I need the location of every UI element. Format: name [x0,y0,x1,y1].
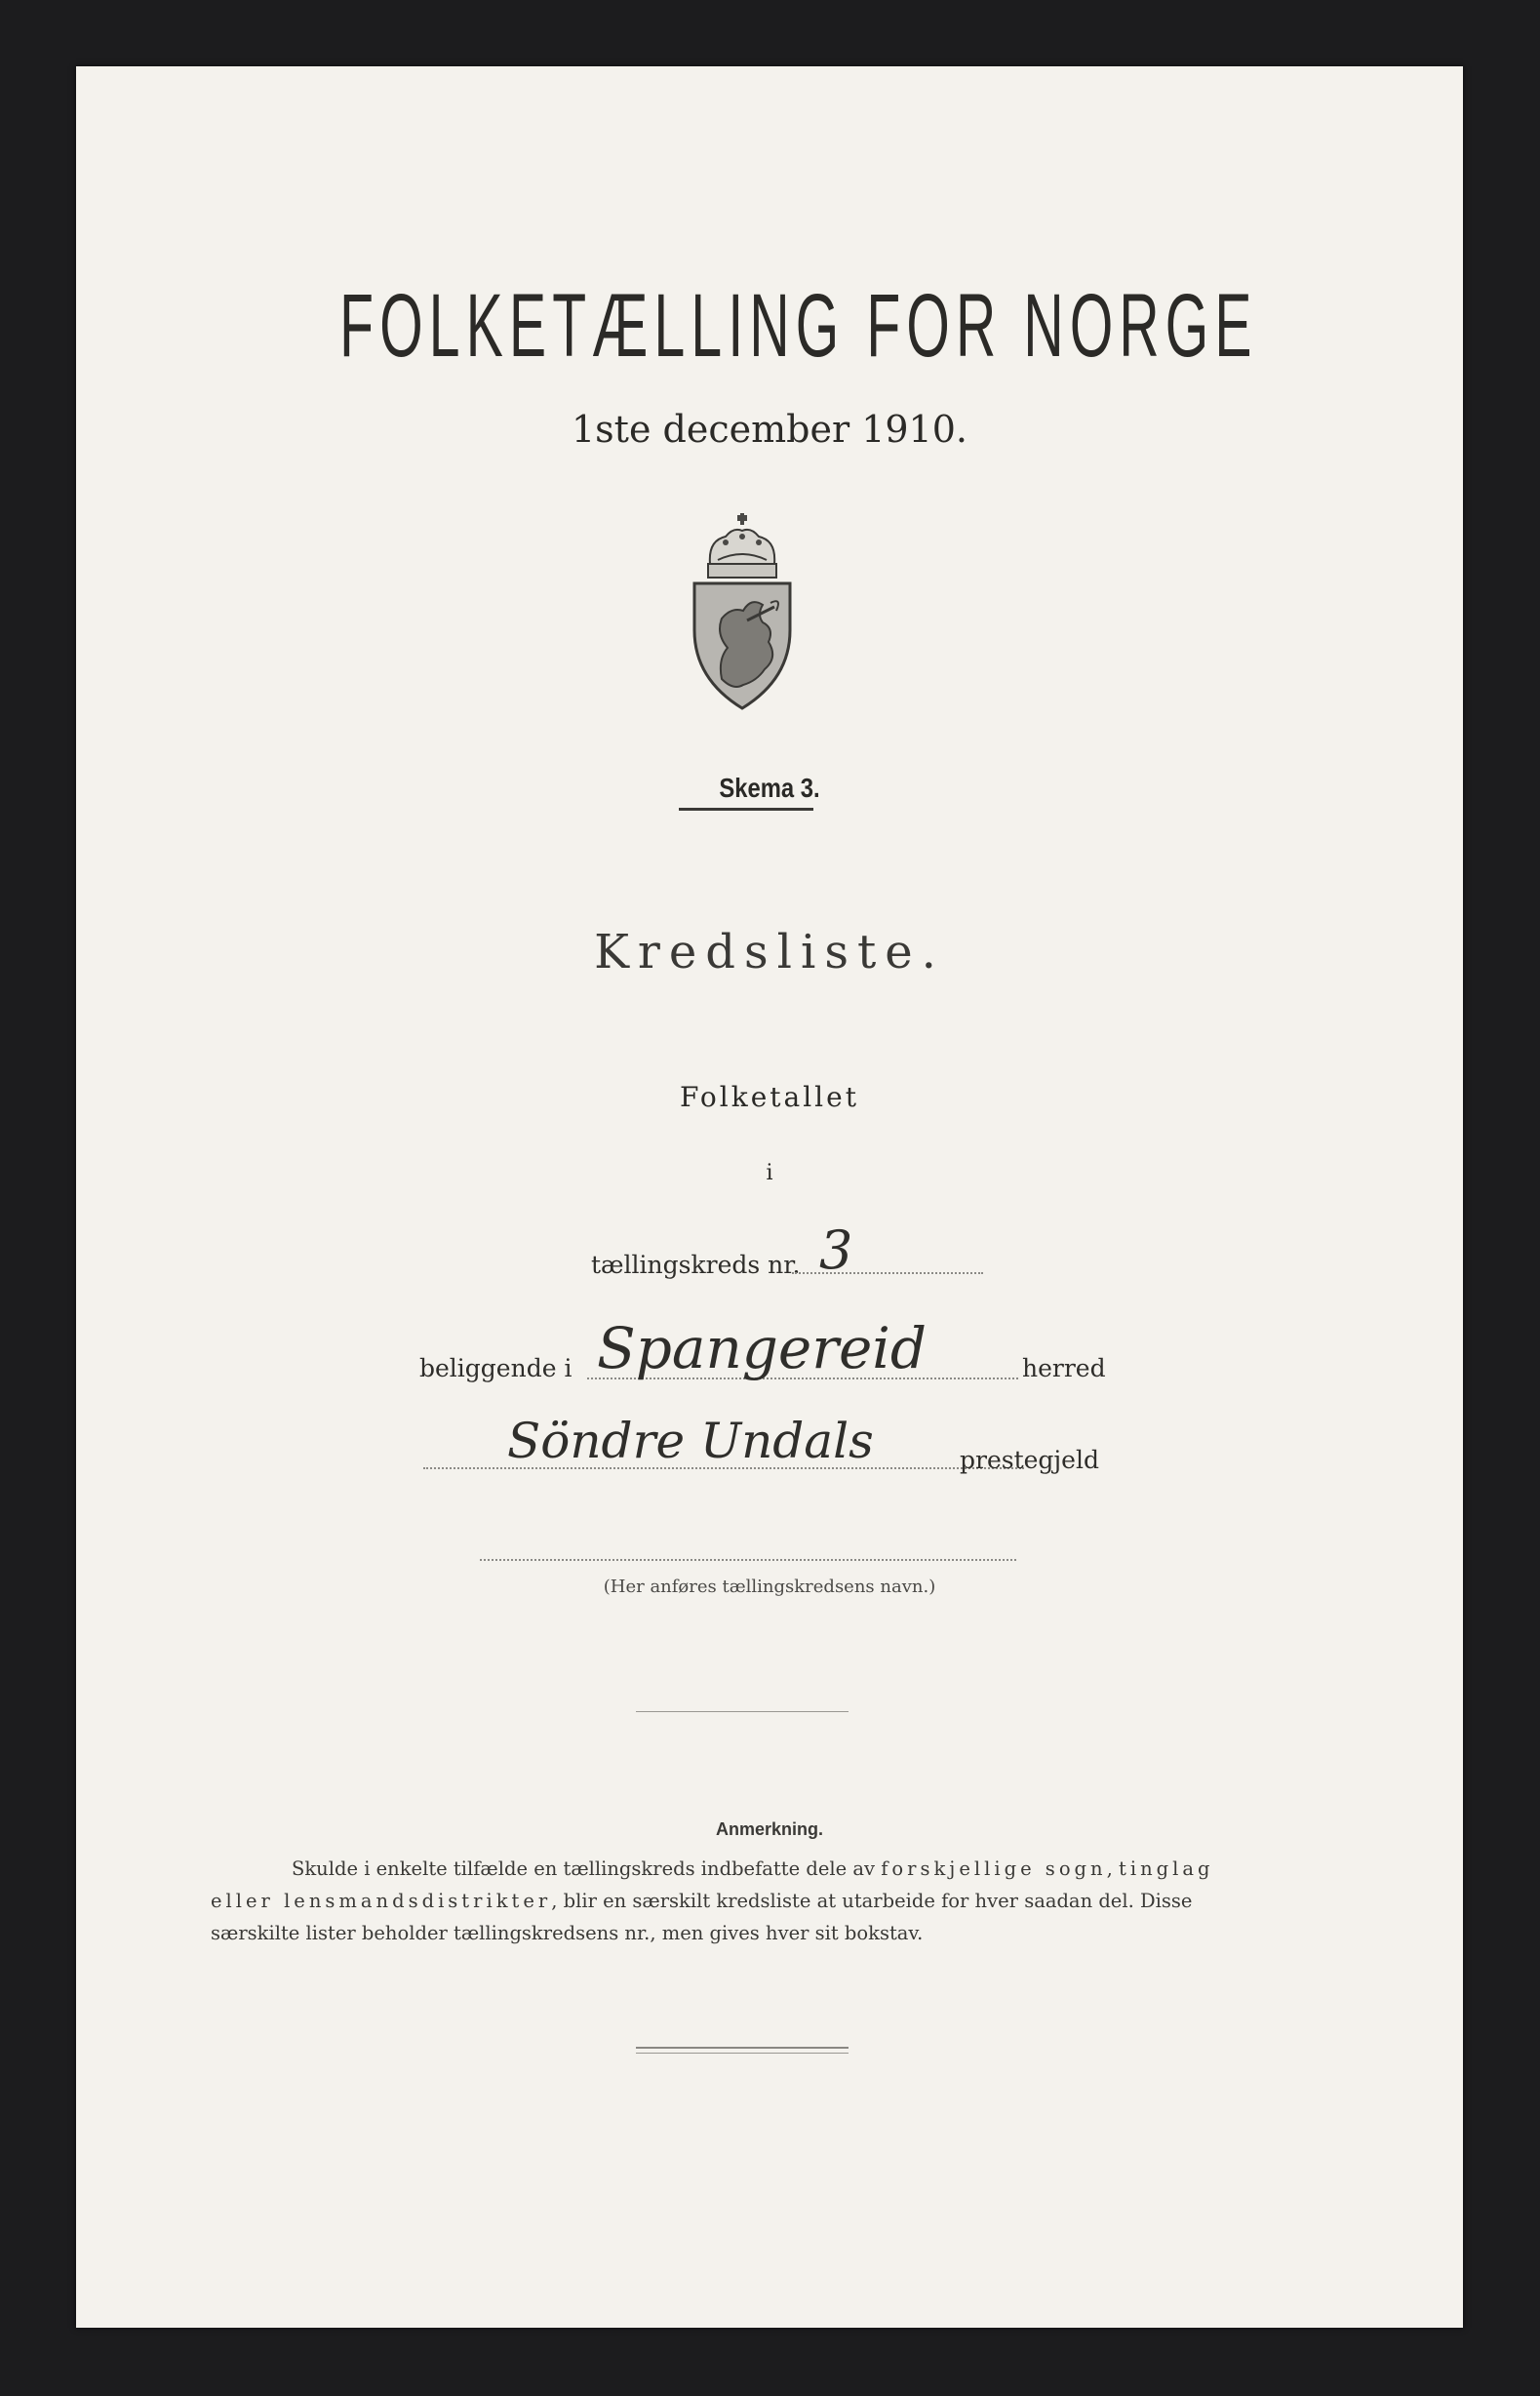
end-rule-top [636,2047,849,2049]
kreds-name-line [480,1559,1016,1561]
kreds-name-note: (Her anføres tællingskredsens navn.) [603,1577,936,1597]
end-rule-bottom [636,2053,849,2054]
remark-line-2 [211,1890,1192,1912]
folketallet-label: Folketallet [680,1081,859,1113]
kreds-number-label: tællingskreds nr. [591,1251,801,1279]
remark-text: , blir en særskilt kredsliste at utarbeide for hver saadan del. Disse [551,1890,1193,1912]
census-date: 1ste december 1910. [572,408,967,451]
prestegjeld-label: prestegjeld [960,1446,1099,1474]
remark-line-1 [292,1857,1213,1880]
herred-label: herred [1022,1354,1106,1382]
kreds-number-value: 3 [819,1219,853,1281]
remark-spaced-text: eller lensmandsdistrikter [211,1890,552,1912]
preposition-i: i [766,1161,773,1185]
separator-rule [636,1711,849,1712]
remark-spaced-text: forskjellige sogn [881,1857,1107,1880]
remark-title: Anmerkning. [715,1819,823,1839]
remark-line-3: særskilte lister beholder tællingskredsens nr., men gives hver sit bokstav. [211,1922,924,1944]
document-page [76,66,1463,2328]
prestegjeld-value: Söndre Undals [507,1413,874,1469]
herred-value: Spangereid [597,1315,927,1381]
list-title: Kredsliste. [594,925,945,979]
remark-spaced-text: tinglag [1119,1857,1214,1880]
schema-underline [679,808,813,811]
beliggende-label: beliggende i [419,1354,573,1382]
remark-text: Skulde i enkelte tilfælde en tællingskreds indbefatte dele av [292,1857,882,1880]
schema-number: Skema 3. [719,773,820,803]
norwegian-coat-of-arms-icon [689,513,796,712]
remark-text: , [1106,1857,1120,1880]
document-title: FOLKETÆLLING FOR NORGE [339,276,1258,376]
